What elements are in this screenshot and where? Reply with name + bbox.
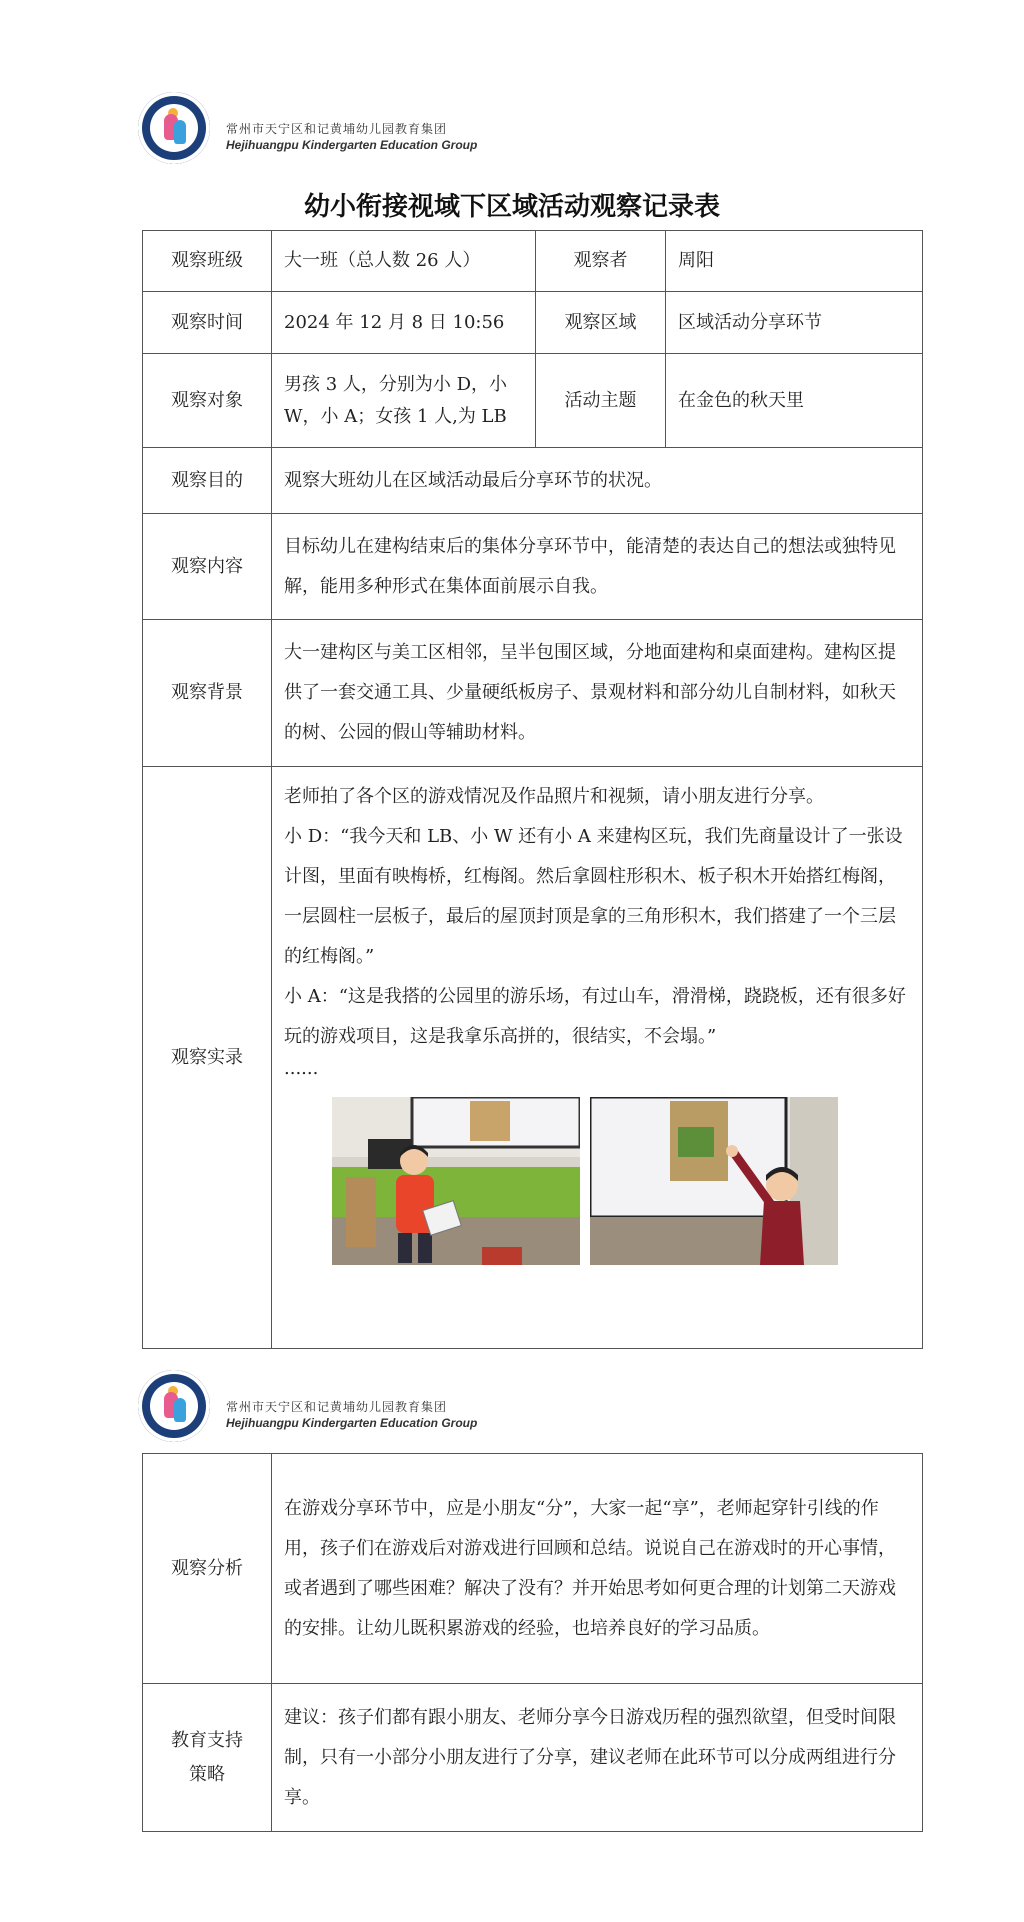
record-paragraph: 老师拍了各个区的游戏情况及作品照片和视频，请小朋友进行分享。 [284,786,824,807]
content-label: 观察内容 [143,514,272,620]
photo-child-pointing-screen [590,1097,838,1265]
school-header [138,92,498,168]
org-name-cn: 常州市天宁区和记黄埔幼儿园教育集团 [226,122,448,136]
time-value: 2024 年 12 月 8 日 10:56 [272,292,536,354]
org-name-cn: 常州市天宁区和记黄埔幼儿园教育集团 [226,1400,448,1414]
area-label: 观察区域 [536,292,666,354]
photo-row [284,1087,910,1277]
observation-table [142,230,923,1349]
theme-label: 活动主题 [536,354,666,448]
page-title: 幼小衔接视域下区域活动观察记录表 [303,192,720,222]
background-value: 大一建构区与美工区相邻，呈半包围区域，分地面建构和桌面建构。建构区提供了一套交通工具、少量硬纸板房子、景观材料和部分幼儿自制材料，如秋天的树、公园的假山等辅助材料。 [272,620,923,767]
observer-value: 周阳 [666,231,923,292]
class-label: 观察班级 [143,231,272,292]
photo-child-holding-drawing [332,1097,580,1265]
subject-value: 男孩 3 人，分别为小 D，小 W，小 A；女孩 1 人,为 LB [272,354,536,448]
time-label: 观察时间 [143,292,272,354]
table-row [143,448,923,514]
org-name-en: Hejihuangpu Kindergarten Education Group [226,138,478,152]
record-value [272,767,923,1349]
table-row [143,1684,923,1832]
strategy-value: 建议：孩子们都有跟小朋友、老师分享今日游戏历程的强烈欲望，但受时间限制，只有一小部分小朋友进行了分享，建议老师在此环节可以分成两组进行分享。 [272,1684,923,1832]
strategy-label: 教育支持策略 [143,1684,272,1832]
purpose-value: 观察大班幼儿在区域活动最后分享环节的状况。 [272,448,923,514]
record-paragraph: 小 A：“这是我搭的公园里的游乐场，有过山车，滑滑梯，跷跷板，还有很多好玩的游戏项目，这是我拿乐高拼的，很结实，不会塌。” [284,986,906,1047]
purpose-label: 观察目的 [143,448,272,514]
table-row [143,354,923,448]
table-row [143,620,923,767]
observation-table-continued [142,1453,923,1832]
table-row [143,1454,923,1684]
theme-value: 在金色的秋天里 [666,354,923,448]
school-header [138,1370,498,1446]
record-label: 观察实录 [143,767,272,1349]
org-name-en: Hejihuangpu Kindergarten Education Group [226,1416,478,1430]
subject-label: 观察对象 [143,354,272,448]
content-value: 目标幼儿在建构结束后的集体分享环节中，能清楚的表达自己的想法或独特见解，能用多种形式在集体面前展示自我。 [272,514,923,620]
record-paragraph: 小 D：“我今天和 LB、小 W 还有小 A 来建构区玩，我们先商量设计了一张设计图，里面有映梅桥，红梅阁。然后拿圆柱形积木、板子积木开始搭红梅阁，一层圆柱一层板子，最后的屋顶封顶是拿的三角形积木，我们搭建了一个三层的红梅阁。” [284,826,903,967]
observer-label: 观察者 [536,231,666,292]
analysis-label: 观察分析 [143,1454,272,1684]
analysis-value: 在游戏分享环节中，应是小朋友“分”，大家一起“享”，老师起穿针引线的作用，孩子们在游戏后对游戏进行回顾和总结。说说自己在游戏时的开心事情，或者遇到了哪些困难？解决了没有？并开始思考如何更合理的计划第二天游戏的安排。让幼儿既积累游戏的经验，也培养良好的学习品质。 [272,1454,923,1684]
table-row [143,514,923,620]
table-row [143,767,923,1349]
record-ellipsis: ...... [284,1058,319,1079]
school-logo [138,92,210,164]
table-row [143,292,923,354]
area-value: 区域活动分享环节 [666,292,923,354]
school-logo [138,1370,210,1442]
table-row [143,231,923,292]
class-value: 大一班（总人数 26 人） [272,231,536,292]
background-label: 观察背景 [143,620,272,767]
